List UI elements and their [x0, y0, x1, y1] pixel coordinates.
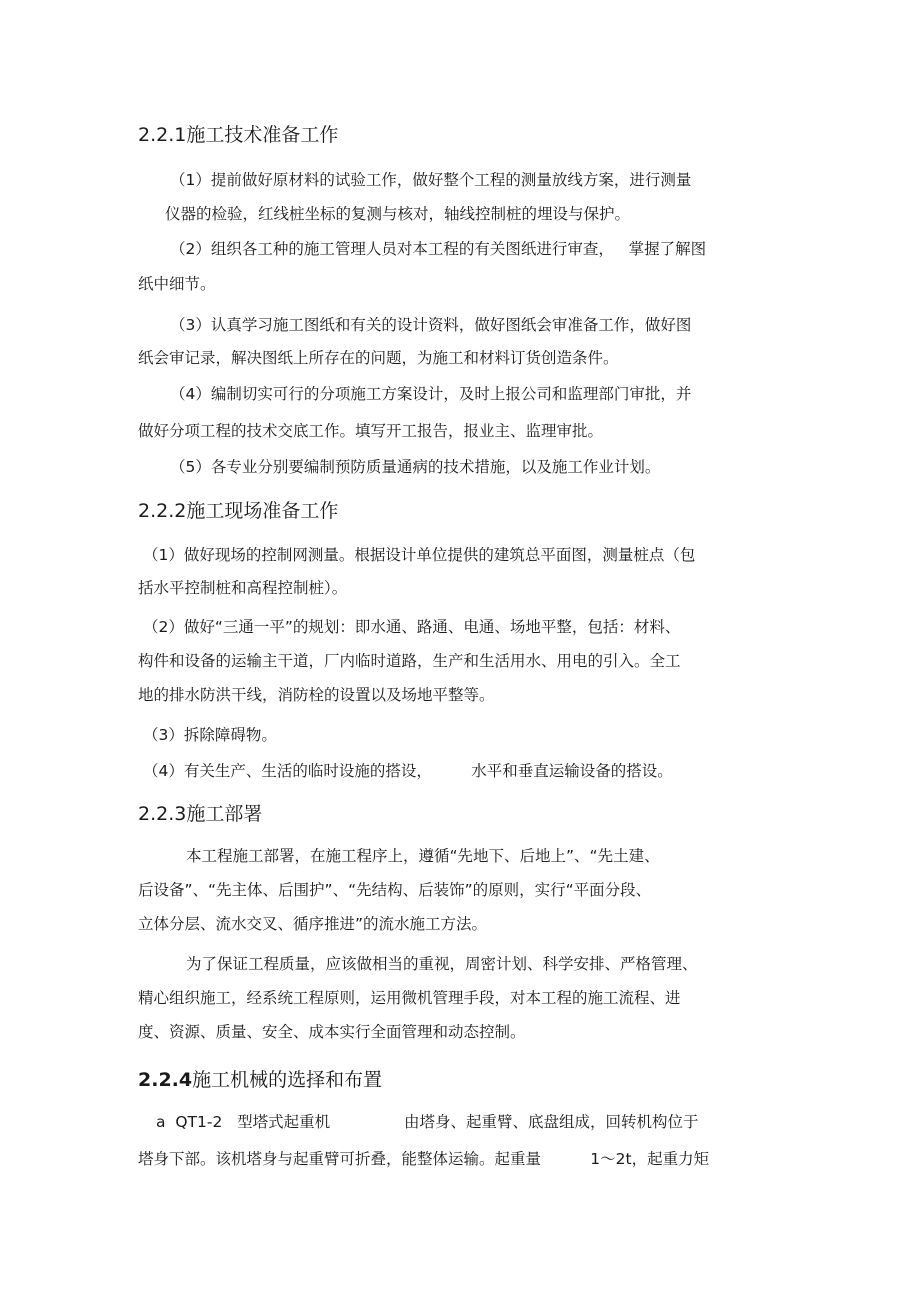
paragraph-line: 纸中细节。 [138, 275, 216, 293]
paragraph-line: a QT1-2 型塔式起重机 由塔身、起重臂、底盘组成，回转机构位于 [156, 1113, 699, 1131]
paragraph-line: 立体分层、流水交叉、循序推进”的流水施工方法。 [138, 915, 488, 933]
paragraph-line: 纸会审记录，解决图纸上所存在的问题，为施工和材料订货创造条件。 [138, 349, 619, 367]
paragraph-line: 构件和设备的运输主干道，厂内临时道路，生产和生活用水、用电的引入。全工 [138, 652, 681, 670]
paragraph-line: （5）各专业分别要编制预防质量通病的技术措施，以及施工作业计划。 [170, 458, 661, 476]
paragraph-line: 仪器的检验，红线桩坐标的复测与核对，轴线控制桩的埋设与保护。 [165, 205, 631, 223]
paragraph-line: （2）做好“三通一平”的规划：即水通、路通、电通、场地平整，包括：材料、 [143, 618, 681, 636]
paragraph-line: 塔身下部。该机塔身与起重臂可折叠，能整体运输。起重量 1～2t，起重力矩 [138, 1150, 710, 1168]
section-heading-number: 2.2.4 [138, 1069, 193, 1091]
section-heading-2-2-4 [138, 1067, 382, 1093]
paragraph-line: 地的排水防洪干线，消防栓的设置以及场地平整等。 [138, 686, 495, 704]
section-heading-2-2-2: 2.2.2施工现场准备工作 [138, 500, 339, 522]
paragraph-line: 括水平控制桩和高程控制桩）。 [138, 579, 348, 597]
paragraph-line: 度、资源、质量、安全、成本实行全面管理和动态控制。 [138, 1023, 526, 1041]
paragraph-line: （1）提前做好原材料的试验工作，做好整个工程的测量放线方案，进行测量 [170, 171, 692, 189]
paragraph-line: （4）编制切实可行的分项施工方案设计，及时上报公司和监理部门审批，并 [170, 385, 692, 403]
paragraph-line: （4）有关生产、生活的临时设施的搭设， 水平和垂直运输设备的搭设。 [143, 762, 673, 780]
paragraph-line: 本工程施工部署，在施工程序上，遵循“先地下、后地上”、“先土建、 [186, 847, 660, 865]
section-heading-text: 施工机械的选择和布置 [192, 1069, 383, 1091]
paragraph-line: （2）组织各工种的施工管理人员对本工程的有关图纸进行审查， 掌握了解图 [170, 240, 707, 258]
paragraph-line: 为了保证工程质量，应该做相当的重视，周密计划、科学安排、严格管理、 [186, 955, 698, 973]
paragraph-line: 做好分项工程的技术交底工作。填写开工报告，报业主、监理审批。 [138, 422, 604, 440]
section-heading-2-2-3: 2.2.3施工部署 [138, 803, 263, 825]
paragraph-line: 后设备”、“先主体、后围护”、“先结构、后装饰”的原则，实行“平面分段、 [138, 881, 652, 899]
paragraph-line: （1）做好现场的控制网测量。根据设计单位提供的建筑总平面图，测量桩点（包 [143, 546, 696, 564]
paragraph-line: 精心组织施工，经系统工程原则，运用微机管理手段，对本工程的施工流程、进 [138, 989, 681, 1007]
paragraph-line: （3）拆除障碍物。 [143, 726, 277, 744]
section-heading-2-2-1: 2.2.1施工技术准备工作 [138, 124, 339, 146]
paragraph-line: （3）认真学习施工图纸和有关的设计资料，做好图纸会审准备工作，做好图 [170, 316, 692, 334]
